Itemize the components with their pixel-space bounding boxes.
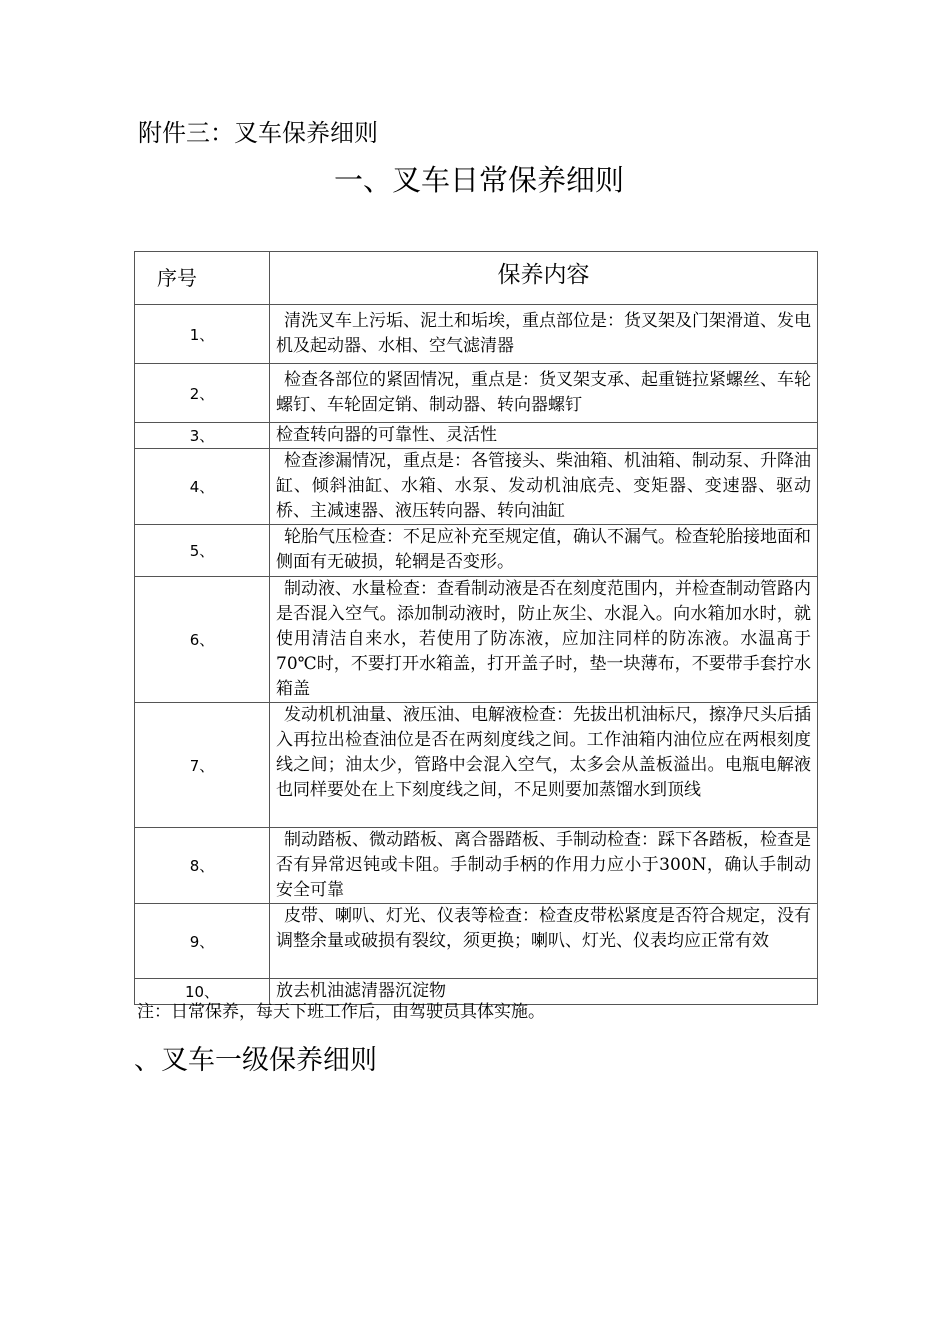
table-row <box>135 449 818 525</box>
table-row <box>135 305 818 364</box>
row-content: 发动机机油量、液压油、电解液检查：先拔出机油标尺，擦净尺头后插入再拉出检查油位是否在两刻度线之间。工作油箱内油位应在两根刻度线之间；油太少，管路中会混入空气，太多会从盖板溢出。电瓶电解液也同样要处在上下刻度线之间，不足则要加蒸馏水到顶线 <box>270 703 818 828</box>
table-row <box>135 577 818 703</box>
table-header-row <box>135 252 818 305</box>
row-content: 制动踏板、微动踏板、离合器踏板、手制动检查：踩下各踏板，检查是否有异常迟钝或卡阻。手制动手柄的作用力应小于300N，确认手制动安全可靠 <box>270 828 818 904</box>
row-number: 6、 <box>135 577 270 703</box>
row-content: 放去机油滤清器沉淀物 <box>270 979 818 1005</box>
maintenance-table <box>134 251 818 1005</box>
row-number: 8、 <box>135 828 270 904</box>
header-maintenance-content: 保养内容 <box>270 252 818 305</box>
row-number: 3、 <box>135 423 270 449</box>
row-content: 皮带、喇叭、灯光、仪表等检查：检查皮带松紧度是否符合规定，没有调整余量或破损有裂纹，须更换；喇叭、灯光、仪表均应正常有效 <box>270 904 818 979</box>
table-row <box>135 525 818 577</box>
table-row <box>135 828 818 904</box>
row-content: 清洗叉车上污垢、泥土和垢埃，重点部位是：货叉架及门架滑道、发电机及起动器、水相、空气滤清器 <box>270 305 818 364</box>
attachment-title: 附件三：叉车保养细则 <box>138 119 378 147</box>
row-number: 2、 <box>135 364 270 423</box>
row-content: 检查渗漏情况，重点是：各管接头、柴油箱、机油箱、制动泵、升降油缸、倾斜油缸、水箱、水泵、发动机油底壳、变矩器、变速器、驱动桥、主减速器、液压转向器、转向油缸 <box>270 449 818 525</box>
section-title-level1-maintenance: 、叉车一级保养细则 <box>134 1045 377 1076</box>
row-number: 7、 <box>135 703 270 828</box>
row-content: 检查转向器的可靠性、灵活性 <box>270 423 818 449</box>
table-row <box>135 364 818 423</box>
section-title-daily-maintenance: 一、叉车日常保养细则 <box>334 163 625 197</box>
table-note: 注：日常保养，每天下班工作后，由驾驶员具体实施。 <box>137 1002 545 1022</box>
row-number: 9、 <box>135 904 270 979</box>
table-row <box>135 904 818 979</box>
row-number: 5、 <box>135 525 270 577</box>
table-row <box>135 703 818 828</box>
row-number: 1、 <box>135 305 270 364</box>
table-row <box>135 423 818 449</box>
row-number: 10、 <box>135 979 270 1005</box>
row-content: 检查各部位的紧固情况，重点是：货叉架支承、起重链拉紧螺丝、车轮螺钉、车轮固定销、制动器、转向器螺钉 <box>270 364 818 423</box>
row-content: 制动液、水量检查：查看制动液是否在刻度范围内，并检查制动管路内是否混入空气。添加制动液时，防止灰尘、水混入。向水箱加水时，就使用清洁自来水，若使用了防冻液，应加注同样的防冻液。水温髙于70℃时，不要打开水箱盖，打开盖子时，垫一块薄布，不要带手套拧水箱盖 <box>270 577 818 703</box>
row-content: 轮胎气压检查：不足应补充至规定值，确认不漏气。检查轮胎接地面和侧面有无破损，轮辋是否变形。 <box>270 525 818 577</box>
row-number: 4、 <box>135 449 270 525</box>
header-sequence-number: 序号 <box>135 252 270 305</box>
